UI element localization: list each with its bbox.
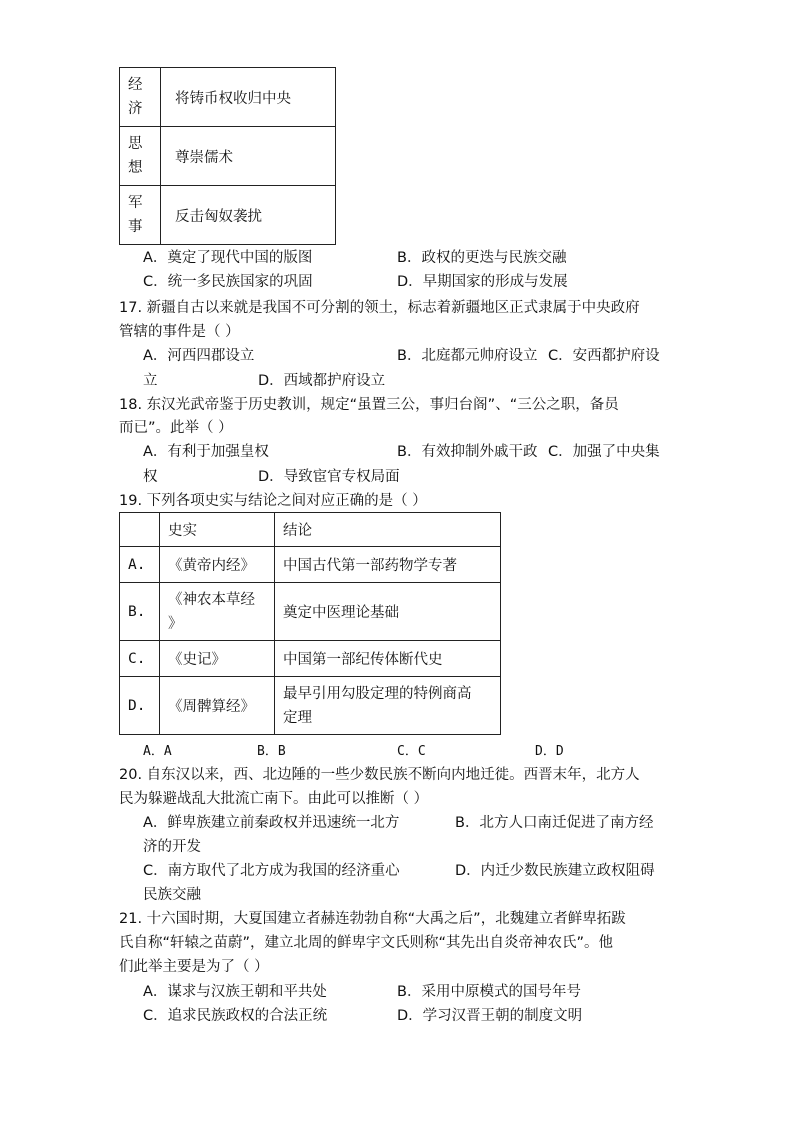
conclusion-text: 中国第一部纪传体断代史	[283, 652, 443, 668]
fact-text: 《周髀算经》	[168, 699, 255, 715]
conclusion-text: 最早引用勾股定理的特例商高	[283, 685, 472, 702]
q17-option-c[interactable]: C．安西都护府设	[548, 348, 660, 364]
q20-stem-line1: 20. 自东汉以来，西、北边陲的一些少数民族不断向内地迁徙。西晋末年，北方人	[119, 767, 640, 783]
q17-stem-line1: 17. 新疆自古以来就是我国不可分割的领土，标志着新疆地区正式隶属于中央政府	[119, 300, 640, 316]
fact-cell	[160, 677, 275, 735]
q21-option-c[interactable]: C．追求民族政权的合法正统	[143, 1008, 328, 1024]
category-char: 济	[128, 101, 143, 117]
q18-option-c-cont: 权	[143, 469, 158, 485]
policy-cell: 尊崇儒术	[161, 127, 336, 186]
q21-stem-line1: 21. 十六国时期，大夏国建立者赫连勃勃自称“大禹之后”，北魏建立者鲜卑拓跋	[119, 911, 626, 927]
table-row	[120, 186, 336, 245]
row-label: C.	[120, 641, 160, 677]
q20-option-b[interactable]: B．北方人口南迁促进了南方经	[455, 815, 654, 831]
q21-option-b[interactable]: B．采用中原模式的国号年号	[397, 984, 581, 1000]
table-header-row	[120, 513, 501, 547]
category-char: 军	[128, 195, 143, 211]
q19-stem: 19. 下列各项史实与结论之间对应正确的是（ ）	[119, 493, 427, 509]
q17-option-c-cont: 立	[143, 373, 158, 389]
policy-cell: 将铸币权收归中央	[161, 68, 336, 127]
q19-option-b[interactable]: B．B	[257, 744, 286, 759]
q21-stem-line3: 们此举主要是为了（ ）	[119, 959, 269, 975]
policy-table	[119, 67, 336, 245]
category-char: 事	[128, 219, 143, 235]
q19-option-a[interactable]: A．A	[143, 744, 172, 759]
conclusion-cell	[275, 677, 501, 735]
category-cell	[120, 186, 161, 245]
q16-option-c[interactable]: C．统一多民族国家的巩固	[143, 274, 313, 290]
conclusion-text: 奠定中医理论基础	[283, 605, 399, 621]
policy-cell: 反击匈奴袭扰	[161, 186, 336, 245]
q16-option-d[interactable]: D．早期国家的形成与发展	[397, 274, 568, 290]
q17-option-b[interactable]: B．北庭都元帅府设立	[397, 348, 538, 364]
fact-text: 《神农本草经	[168, 591, 255, 608]
q18-option-d[interactable]: D．导致宦官专权局面	[258, 469, 400, 485]
q19-option-d[interactable]: D．D	[535, 744, 564, 759]
category-char: 思	[128, 136, 143, 152]
q20-option-c[interactable]: C．南方取代了北方成为我国的经济重心	[143, 863, 400, 879]
header-cell	[120, 513, 160, 547]
q16-option-b[interactable]: B．政权的更迭与民族交融	[397, 250, 567, 266]
q18-stem-line1: 18. 东汉光武帝鉴于历史教训，规定“虽置三公，事归台阁”、“三公之职，备员	[119, 397, 619, 413]
conclusion-cell	[275, 547, 501, 583]
table-row	[120, 677, 501, 735]
table-row	[120, 641, 501, 677]
header-cell: 史实	[160, 513, 275, 547]
q20-option-b-cont: 济的开发	[143, 839, 201, 855]
q18-option-b[interactable]: B．有效抑制外戚干政	[397, 444, 538, 460]
q21-option-d[interactable]: D．学习汉晋王朝的制度文明	[397, 1008, 583, 1024]
header-cell: 结论	[275, 513, 501, 547]
fact-cell	[160, 583, 275, 641]
q17-option-d[interactable]: D．西域都护府设立	[258, 373, 386, 389]
table-row	[120, 68, 336, 127]
q18-option-a[interactable]: A．有利于加强皇权	[143, 444, 269, 460]
q17-stem-line2: 管辖的事件是（ ）	[119, 324, 240, 340]
fact-text: 《黄帝内经》	[168, 558, 255, 574]
q20-option-d-cont: 民族交融	[143, 887, 201, 903]
table-row	[120, 583, 501, 641]
q21-stem-line2: 氏自称“轩辕之苗蔚”，建立北周的鲜卑宇文氏则称“其先出自炎帝神农氏”。他	[119, 935, 614, 951]
q20-stem-line2: 民为躲避战乱大批流亡南下。由此可以推断（ ）	[119, 791, 429, 807]
conclusion-cell	[275, 583, 501, 641]
table-row	[120, 547, 501, 583]
q19-option-c[interactable]: C．C	[397, 744, 426, 759]
fact-cell	[160, 547, 275, 583]
conclusion-cell	[275, 641, 501, 677]
category-char: 经	[128, 77, 143, 93]
history-facts-table	[119, 512, 501, 735]
conclusion-text: 中国古代第一部药物学专著	[283, 558, 457, 574]
q21-option-a[interactable]: A．谋求与汉族王朝和平共处	[143, 984, 327, 1000]
q20-option-d[interactable]: D．内迁少数民族建立政权阻碍	[455, 863, 655, 879]
q16-option-a[interactable]: A．奠定了现代中国的版图	[143, 250, 313, 266]
q18-stem-line2: 而已”。此举（ ）	[119, 420, 233, 436]
fact-text-cont: 》	[168, 615, 183, 632]
table-row	[120, 127, 336, 186]
category-cell	[120, 68, 161, 127]
row-label: A.	[120, 547, 160, 583]
category-char: 想	[128, 160, 143, 176]
q18-option-c[interactable]: C．加强了中央集	[548, 444, 660, 460]
row-label: B.	[120, 583, 160, 641]
row-label: D.	[120, 677, 160, 735]
fact-cell	[160, 641, 275, 677]
conclusion-text-cont: 定理	[283, 709, 312, 726]
category-cell	[120, 127, 161, 186]
q20-option-a[interactable]: A．鲜卑族建立前秦政权并迅速统一北方	[143, 815, 400, 831]
fact-text: 《史记》	[168, 652, 226, 668]
q17-option-a[interactable]: A．河西四郡设立	[143, 348, 255, 364]
